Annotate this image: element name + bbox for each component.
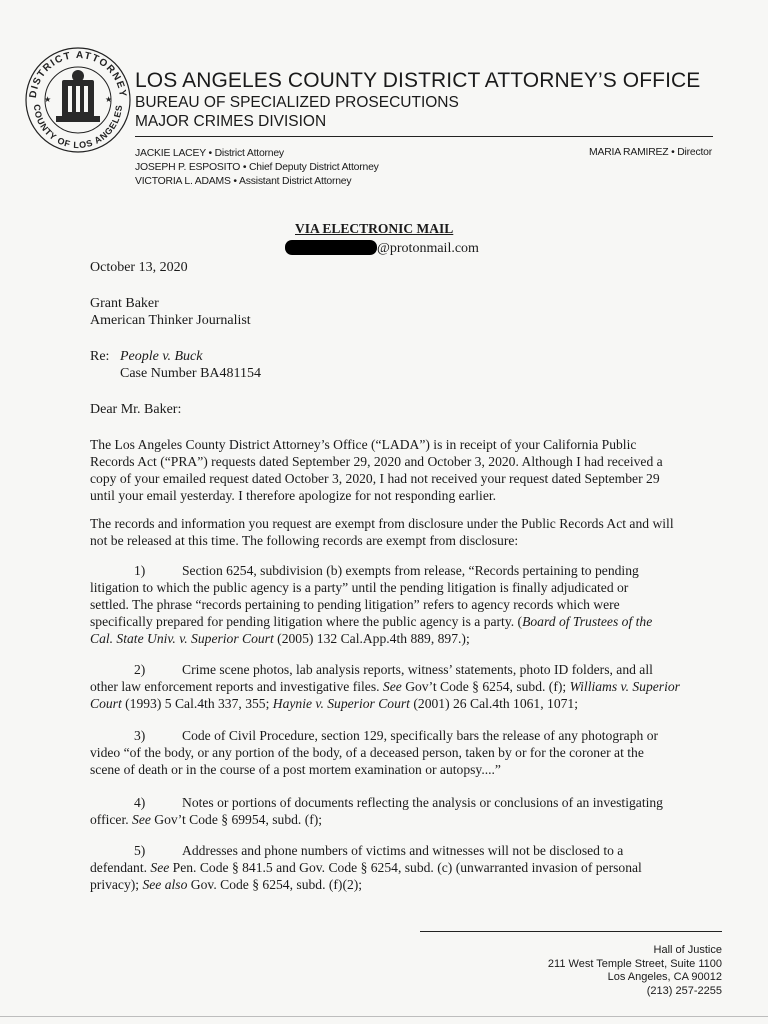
recipient-email [285,240,479,257]
scan-edge [0,1016,768,1017]
case-citation: Cal. State Univ. v. Superior Court [90,631,274,646]
signal-word: See [132,812,151,827]
text-line: other law enforcement reports and investigative files. [90,679,383,694]
redaction-bar [285,240,377,255]
re-label: Re: [90,349,110,364]
staff-name: JOSEPH P. ESPOSITO [135,162,241,173]
seal-text-bottom: COUNTY OF LOS ANGELES [31,103,125,151]
text-line: (2001) 26 Cal.4th 1061, 1071; [409,696,578,711]
re-line [90,348,202,365]
letter-date: October 13, 2020 [90,260,188,275]
staff-role: District Attorney [214,148,284,159]
office-address [548,944,722,998]
item-number: 1) [134,563,146,578]
text-line: Gov’t Code § 69954, subd. (f); [150,812,323,827]
item-number: 4) [134,795,146,810]
footer-rule [420,931,722,932]
case-number: Case Number BA481154 [120,366,262,381]
salutation: Dear Mr. Baker: [90,402,182,417]
director-entry: MARIA RAMIREZ • Director [589,147,712,158]
text-line: copy of your emailed request dated October 3, 2020, I had not received your request dated September 29 [90,471,660,486]
text-line: Addresses and phone numbers of victims and witnesses will not be disclosed to a [182,843,624,858]
text-line: video “of the body, or any portion of the body, of a deceased person, taken by or for the coroner at the [90,745,644,760]
text-line: Records Act (“PRA”) requests dated September 29, 2020 and October 3, 2020. Although I had received a [90,454,663,469]
case-citation: Haynie v. Superior Court [272,696,410,711]
delivery-method: VIA ELECTRONIC MAIL [295,221,454,236]
text-line: The records and information you request are exempt from disclosure under the Public Records Act and will [90,516,674,531]
staff-name: JACKIE LACEY [135,148,206,159]
bureau-name: BUREAU OF SPECIALIZED PROSECUTIONS [135,94,459,111]
text-line: Pen. Code § 841.5 and Gov. Code § 6254, subd. (c) (unwarranted invasion of personal [169,860,642,875]
intro-paragraph [90,436,680,504]
letterhead-rule [135,136,713,137]
text-line: scene of death or in the course of a post mortem examination or autopsy....” [90,762,501,777]
exemption-item-2 [90,661,680,712]
staff-entry: JACKIE LACEY • District Attorney [135,148,284,159]
text-line: The Los Angeles County District Attorney’s Office (“LADA”) is in receipt of your California Public [90,437,637,452]
case-citation: Williams v. Superior [569,679,680,694]
recipient-title: American Thinker Journalist [90,313,251,328]
staff-name: VICTORIA L. ADAMS [135,176,231,187]
text-line: until your email yesterday. I therefore apologize for not responding earlier. [90,488,497,503]
text-line: litigation to which the public agency is a party” until the pending litigation is finally adjudicated or [90,580,629,595]
exemption-item-5 [90,842,680,893]
text-line: defendant. [90,860,151,875]
text-line: specifically prepared for pending litigation where the public agency is a party. ( [90,614,523,629]
staff-entry: VICTORIA L. ADAMS • Assistant District Attorney [135,176,352,187]
svg-text:★: ★ [44,95,52,104]
text-line: not be released at this time. The following records are exempt from disclosure: [90,533,519,548]
case-citation: Board of Trustees of the [522,614,653,629]
footer-city: Los Angeles, CA 90012 [607,971,722,983]
svg-text:★: ★ [105,95,113,104]
signal-word: See [150,860,170,875]
text-line: Gov. Code § 6254, subd. (f)(2); [187,877,363,892]
text-line: Crime scene photos, lab analysis reports, witness’ statements, photo ID folders, and all [182,662,653,677]
item-number: 2) [134,662,146,677]
office-title: LOS ANGELES COUNTY DISTRICT ATTORNEY’S OFFICE [135,69,701,92]
seal-text-top: DISTRICT ATTORNEY [27,49,129,99]
footer-street: 211 West Temple Street, Suite 1100 [547,957,722,970]
text-line: privacy); [90,877,143,892]
text-line: settled. The phrase “records pertaining to pending litigation” refers to agency records which were [90,597,620,612]
exemption-intro-paragraph [90,515,680,549]
text-line: (1993) 5 Cal.4th 337, 355; [121,696,273,711]
exemption-item-3 [90,727,680,778]
director-name: MARIA RAMIREZ [589,147,669,158]
district-attorney-seal [22,42,134,154]
email-domain: @protonmail.com [377,241,479,256]
staff-role: Chief Deputy District Attorney [248,162,379,173]
staff-entry: JOSEPH P. ESPOSITO • Chief Deputy District Attorney [135,162,379,173]
case-citation: Court [90,696,122,711]
exemption-item-1 [90,562,680,647]
recipient-name: Grant Baker [90,296,159,311]
exemption-item-4 [90,794,680,828]
staff-role: Assistant District Attorney [238,176,352,187]
text-line: Notes or portions of documents reflecting the analysis or conclusions of an investigating [182,795,663,810]
staff-list [135,147,379,189]
item-number: 3) [134,728,146,743]
item-number: 5) [134,843,146,858]
text-line: (2005) 132 Cal.App.4th 889, 897.); [273,631,470,646]
director-role: Director [677,147,712,158]
case-name: People v. Buck [119,349,203,364]
footer-building: Hall of Justice [653,944,722,956]
text-line: Section 6254, subdivision (b) exempts from release, “Records pertaining to pending [182,563,639,578]
signal-word: See also [142,877,188,892]
signal-word: See [382,679,402,694]
footer-phone: (213) 257-2255 [646,984,722,997]
text-line: officer. [90,812,133,827]
text-line: Code of Civil Procedure, section 129, specifically bars the release of any photograph or [182,728,659,743]
text-line: Gov’t Code § 6254, subd. (f); [401,679,570,694]
division-name: MAJOR CRIMES DIVISION [135,113,327,130]
